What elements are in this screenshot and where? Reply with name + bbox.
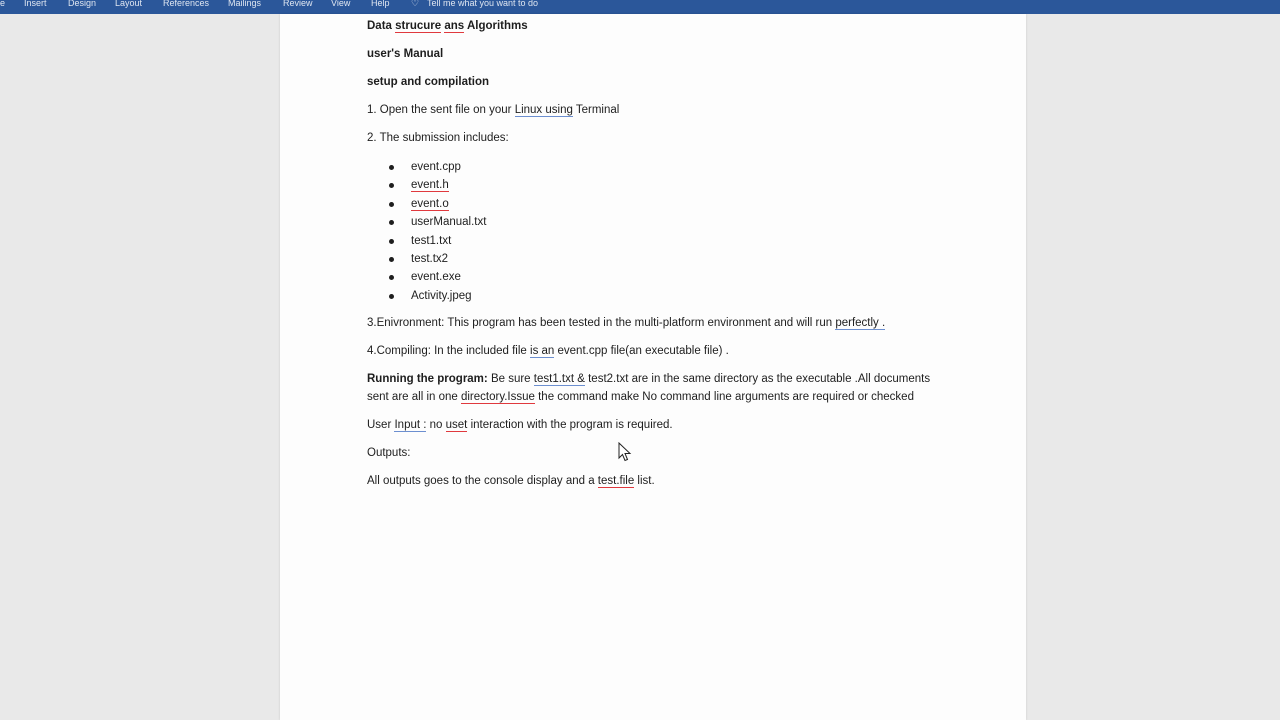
file-list (367, 158, 947, 305)
doc-outputs-heading: Outputs: (367, 446, 411, 459)
doc-manual-heading: user's Manual (367, 48, 444, 60)
tab-insert[interactable]: Insert (24, 0, 47, 8)
doc-user-input: User Input : no uset interaction with the program is required. (367, 418, 673, 431)
list-item: test.tx2 (367, 250, 947, 268)
doc-setup-heading: setup and compilation (367, 76, 490, 88)
doc-step2: 2. The submission includes: (367, 132, 509, 144)
list-item: test1.txt (367, 232, 947, 250)
doc-running: Running the program: Be sure test1.txt & test2.txt are in the same directory as the executable .All documents sent are all in one directory.Issue the command make No command line arguments are required or checked (367, 373, 931, 403)
document-canvas (0, 14, 1280, 720)
tab-view[interactable]: View (331, 0, 351, 8)
ribbon-tabs (0, 0, 538, 10)
ribbon-bar (0, 0, 1280, 14)
list-item: event.h (367, 176, 947, 194)
tab-references[interactable]: References (163, 0, 210, 8)
tab-design[interactable]: Design (68, 0, 97, 8)
doc-title: Data strucure ans Algorithms (367, 20, 528, 32)
tab-help[interactable]: Help (371, 0, 390, 8)
lightbulb-icon: ♡ (411, 0, 420, 8)
list-item: userManual.txt (367, 213, 947, 231)
document-page[interactable] (280, 14, 1026, 720)
list-item: event.cpp (367, 158, 947, 176)
tab-file[interactable]: e (0, 0, 6, 8)
tab-mailings[interactable]: Mailings (228, 0, 262, 8)
tab-layout[interactable]: Layout (115, 0, 143, 8)
tell-me-text: Tell me what you want to do (427, 0, 539, 8)
tell-me-search[interactable] (407, 0, 538, 8)
tab-review[interactable]: Review (283, 0, 313, 8)
doc-outputs: All outputs goes to the console display and a test.file list. (367, 474, 655, 487)
list-item: event.exe (367, 268, 947, 286)
doc-step1: 1. Open the sent file on your Linux using Terminal (367, 104, 620, 116)
doc-environment: 3.Enivronment: This program has been tested in the multi-platform environment and will run perfectly . (367, 317, 886, 330)
list-item: event.o (367, 195, 947, 213)
document-body[interactable] (367, 18, 947, 501)
list-item: Activity.jpeg (367, 287, 947, 305)
doc-compiling: 4.Compiling: In the included file is an event.cpp file(an executable file) . (367, 345, 729, 358)
mouse-pointer-icon (618, 442, 632, 462)
